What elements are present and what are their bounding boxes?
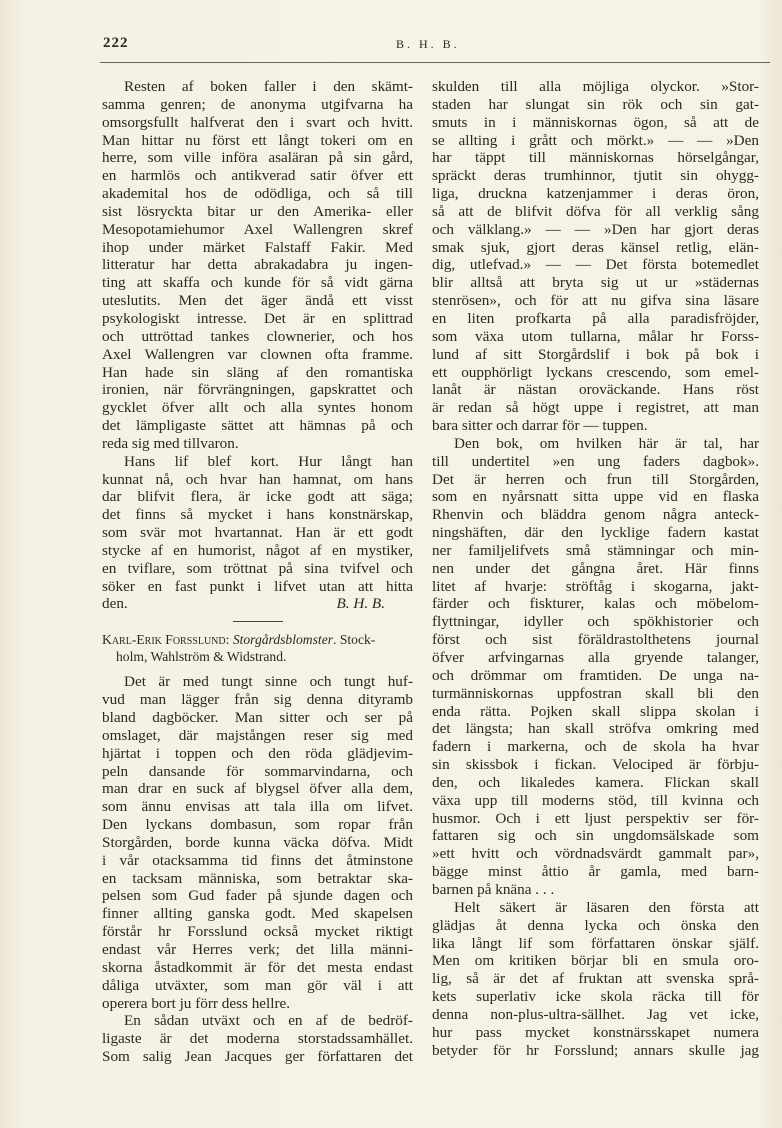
text-line: skulden till alla möjliga olyckor. »Stor- xyxy=(432,78,759,95)
text-line: barnen på knäna . . . xyxy=(432,880,555,898)
text-line: det finns så mycket i hans konstnärskap, xyxy=(102,506,413,524)
text-line: ironien, när förvrängningen, gapskrattet och xyxy=(102,381,413,399)
text-line: skorna åstadkommit är för det mesta endast xyxy=(102,958,413,976)
text-line: först och sist föräldrastolthetens journal xyxy=(432,631,759,649)
paragraph xyxy=(432,435,759,899)
section-separator xyxy=(233,621,283,622)
text-line: som en nyårsnatt sitta uppe vid en flaska xyxy=(432,488,759,506)
text-line: Helt säkert är läsaren den första att xyxy=(454,898,759,916)
text-line: Resten af boken faller i den skämt- xyxy=(124,78,413,95)
text-line: gycklet öfver allt och alla syntes honom xyxy=(102,399,413,417)
text-line: bara sitter och darrar för — tuppen. xyxy=(432,417,648,435)
text-line: det längsta; han skall ströfva omkring med xyxy=(432,720,759,738)
text-line: i vår otacksamma tid finns det åtminstone xyxy=(102,851,413,869)
paragraph xyxy=(102,78,413,453)
paragraph xyxy=(432,78,759,435)
text-line: omsorgsfullt halfverat den i svart och hvitt. xyxy=(102,113,413,131)
review-title: Storgårdsblomster xyxy=(232,632,334,648)
text-line: se allting i grått och mörkt.» — — »Den xyxy=(432,131,759,149)
text-line: Rhenvin och bläddra genom några anteck- xyxy=(432,506,759,524)
text-line: en liten profkarta på alla paradisfröjder, xyxy=(432,309,759,327)
text-line: samma genren; de anonyma utgifvarna ha xyxy=(102,95,413,113)
text-line: är redan så högt uppe i registret, att man xyxy=(432,399,759,417)
text-line: ett oupphörligt lyckans crescendo, som emel- xyxy=(432,363,759,381)
text-line: dig, utlefvad.» — — Det första botemedlet xyxy=(432,256,759,274)
text-line: som växa utom tullarna, målar hr Forss- xyxy=(432,327,759,345)
text-line: den, och likaledes kamera. Flickan skall xyxy=(432,773,759,791)
left-paragraphs-before xyxy=(102,78,413,595)
header-rule xyxy=(100,62,770,63)
text-line: endast vår Herres verk; det lilla männi- xyxy=(102,940,413,958)
text-line: bägge minst åttio år gamla, med barn- xyxy=(432,863,759,881)
text-line: ner familjelifvets små stämningar och min- xyxy=(432,541,759,559)
text-line: peln dansande för sommarvindarna, och xyxy=(102,762,413,780)
text-line: stycke af en humorist, något af en mystiker, xyxy=(102,541,413,559)
text-line: öfver arfvingarnas alla gryende talanger, xyxy=(432,649,759,666)
text-line: ligaste är det moderna storstadssamhället. xyxy=(102,1030,413,1048)
text-line: söker en fast punkt i lifvet utan att hitta xyxy=(102,577,413,595)
text-line: En sådan utväxt och en af de bedröf- xyxy=(124,1012,413,1030)
text-line: reda sig med tillvaron. xyxy=(102,434,239,452)
right-column xyxy=(432,78,759,1059)
text-line: sist lösryckta bitar ur den Amerika- eller xyxy=(102,202,413,220)
signature: B. H. B. xyxy=(336,595,385,613)
paragraph xyxy=(102,1012,413,1066)
text-line: så att de blifvit döfva för all verklig sång xyxy=(432,202,759,220)
text-line: smak sjuk, gjort deras känsel retlig, elän- xyxy=(432,238,759,256)
text-line: glädjas åt denna lycka och önska den xyxy=(432,916,759,934)
text-line: smuts in i människornas ögon, så att de xyxy=(432,113,759,131)
text-line: operera bort ju förr dess hellre. xyxy=(102,994,291,1012)
text-line: blir alltså att bryta sig ut ur »städernas xyxy=(432,274,759,292)
text-line: Som salig Jean Jacques ger författaren det xyxy=(102,1048,413,1066)
text-line: hjärtat i toppen och den röda glädjevim- xyxy=(102,744,413,762)
text-line: uteslutits. Men det äger ändå ett visst xyxy=(102,292,413,310)
text-line: Mesopotamiehumor Axel Wallengren skref xyxy=(102,220,413,238)
paragraph xyxy=(102,453,413,596)
text-line: betyder för hr Forsslund; annars skulle jag xyxy=(432,1041,759,1059)
paragraph xyxy=(102,673,413,1012)
text-line: Den bok, om hvilken här är tal, har xyxy=(454,434,759,452)
text-line: kunnat nå, och hvar han hamnat, om hans xyxy=(102,470,413,488)
text-line: till undertitel »en ung faders dagbok». xyxy=(432,452,759,470)
text-line: hur pass mycket konstnärsskapet numera xyxy=(432,1023,759,1041)
text-line: ihop under märket Falstaff Fakir. Med xyxy=(102,238,413,256)
text-line: och uttröttad tankes clownerier, och hos xyxy=(102,327,413,345)
review-publisher-2: holm, Wahlström & Widstrand. xyxy=(116,649,287,665)
text-line: Men om kritiken börjar bli en smula oro- xyxy=(432,952,759,970)
text-line: fadern i markerna, och de skola ha hvar xyxy=(432,738,759,756)
page-number: 222 xyxy=(103,35,129,51)
text-line: har täppt till människornas hörselgångar, xyxy=(432,149,759,167)
text-line: sin skissbok i fickan. Velociped är förbju- xyxy=(432,756,759,774)
text-line: ting att skaffa och kunde för så vidt gärna xyxy=(102,274,413,292)
text-line: Det är herren och frun till Storgården, xyxy=(432,470,759,488)
final-word: den. xyxy=(102,595,128,613)
left-column xyxy=(102,78,413,1066)
text-line: litet af hvarje: ströftåg i skogarna, jakt- xyxy=(432,577,759,595)
text-line: ningshäften, där den lycklige fadern kastat xyxy=(432,524,759,542)
running-head: B. H. B. xyxy=(396,37,460,51)
text-line: litteratur har detta abrakadabra ju ingen- xyxy=(102,256,413,274)
review-publisher-1: . Stock- xyxy=(333,632,376,648)
text-line: enda rätta. Pojken skall slippa skolan i xyxy=(432,702,759,720)
text-line: en harmlös och antikverad satir öfver ett xyxy=(102,167,413,185)
text-line: psykologiskt intresse. Det är en splittrad xyxy=(102,309,413,327)
text-line: Den lyckans dombasun, som ropar från xyxy=(102,816,413,834)
text-line: Hans lif blef kort. Hur långt han xyxy=(124,452,413,470)
left-paragraphs-after xyxy=(102,673,413,1066)
text-line: lika långt lif som författaren önskar själf. xyxy=(432,934,759,952)
text-line: Axel Wallengren var clownen ofta framme. xyxy=(102,345,413,363)
text-line: en tacksam människa, som betraktar ska- xyxy=(102,869,413,887)
text-line: Storgården, borde kunna väcka döfva. Midt xyxy=(102,833,413,851)
signature-row xyxy=(102,595,413,613)
text-line: förstår hr Forsslund också mycket riktigt xyxy=(102,923,413,941)
text-line: husmor. Och i ett ljust perspektiv ser för- xyxy=(432,809,759,827)
text-line: pelsen som Gud fader på sjunde dagen och xyxy=(102,887,413,905)
text-line: färder och fiskturer, kalas och möbelom- xyxy=(432,595,759,613)
text-line: liga, druckna katzenjammer i deras öron, xyxy=(432,185,759,203)
text-line: dar blifvit flera, är icke godt att säga; xyxy=(102,488,413,506)
text-line: vud man lägger från sig denna dityramb xyxy=(102,691,413,709)
text-line: denna non-plus-ultra-sällhet. Jag vet icke, xyxy=(432,1005,759,1023)
review-heading xyxy=(102,631,413,665)
text-line: man drar en suck af blygsel öfver alla dem, xyxy=(102,780,413,798)
text-line: Han hade sin släng af den romantiska xyxy=(102,363,413,381)
text-line: kets superlativ icke skola räcka till för xyxy=(432,988,759,1006)
text-line: Man hittar nu först ett långt tokeri om en xyxy=(102,131,413,149)
text-line: spräckt deras trumhinnor, tjutit sin ohygg- xyxy=(432,167,759,185)
text-line: lanåt är nästan oroväckande. Hans röst xyxy=(432,381,759,399)
text-line: lig, så är det af fruktan att svenska språ- xyxy=(432,970,759,988)
text-line: som svär mot hvartannat. Han är ett godt xyxy=(102,524,413,542)
text-line: växa upp till moderns stöd, till kvinna och xyxy=(432,791,759,809)
text-line: nen under det gångna året. Här finns xyxy=(432,559,759,577)
text-line: en tviflare, som tröttnat på sina tvifvel och xyxy=(102,559,413,577)
review-author: Karl-Erik Forsslund xyxy=(102,632,226,648)
text-line: och välklang.» — — »Den har gjort deras xyxy=(432,220,759,238)
text-line: lund af sitt Storgårdslif i bok på bok i xyxy=(432,345,759,363)
review-colon: : xyxy=(225,632,233,648)
text-line: stenrösen», och för att nu gifva sina läsare xyxy=(432,292,759,310)
text-line: herre, som ville införa asaläran på sin gård, xyxy=(102,149,413,167)
text-line: bland dagböcker. Man sitter och ser på xyxy=(102,709,413,726)
text-line: Det är med tungt sinne och tungt huf- xyxy=(124,673,413,691)
text-line: dåliga utväxter, som man gör väl i att xyxy=(102,976,413,994)
text-line: akademital hos de odödliga, och så till xyxy=(102,185,413,203)
text-line: turmänniskornas uppfostran skall bli den xyxy=(432,684,759,702)
text-line: flyttningar, idyller och spökhistorier och xyxy=(432,613,759,631)
text-line: omslaget, där majstången reser sig med xyxy=(102,726,413,744)
text-line: det lämpligaste sättet att hämnas på och xyxy=(102,417,413,435)
text-line: och drömmar om framtiden. De unga na- xyxy=(432,666,759,684)
text-line: finner allting ganska godt. Med skapelsen xyxy=(102,905,413,923)
text-line: som ännu envisas att tala illa om lifvet. xyxy=(102,798,413,816)
text-line: fattaren sig och sin ungdomsälskade som xyxy=(432,827,759,845)
right-paragraphs xyxy=(432,78,759,1059)
text-line: »ett hvitt och vördnadsvärdt gammalt par», xyxy=(432,845,759,863)
text-line: staden har slungat sin rök och sin gat- xyxy=(432,95,759,113)
paragraph xyxy=(432,899,759,1060)
